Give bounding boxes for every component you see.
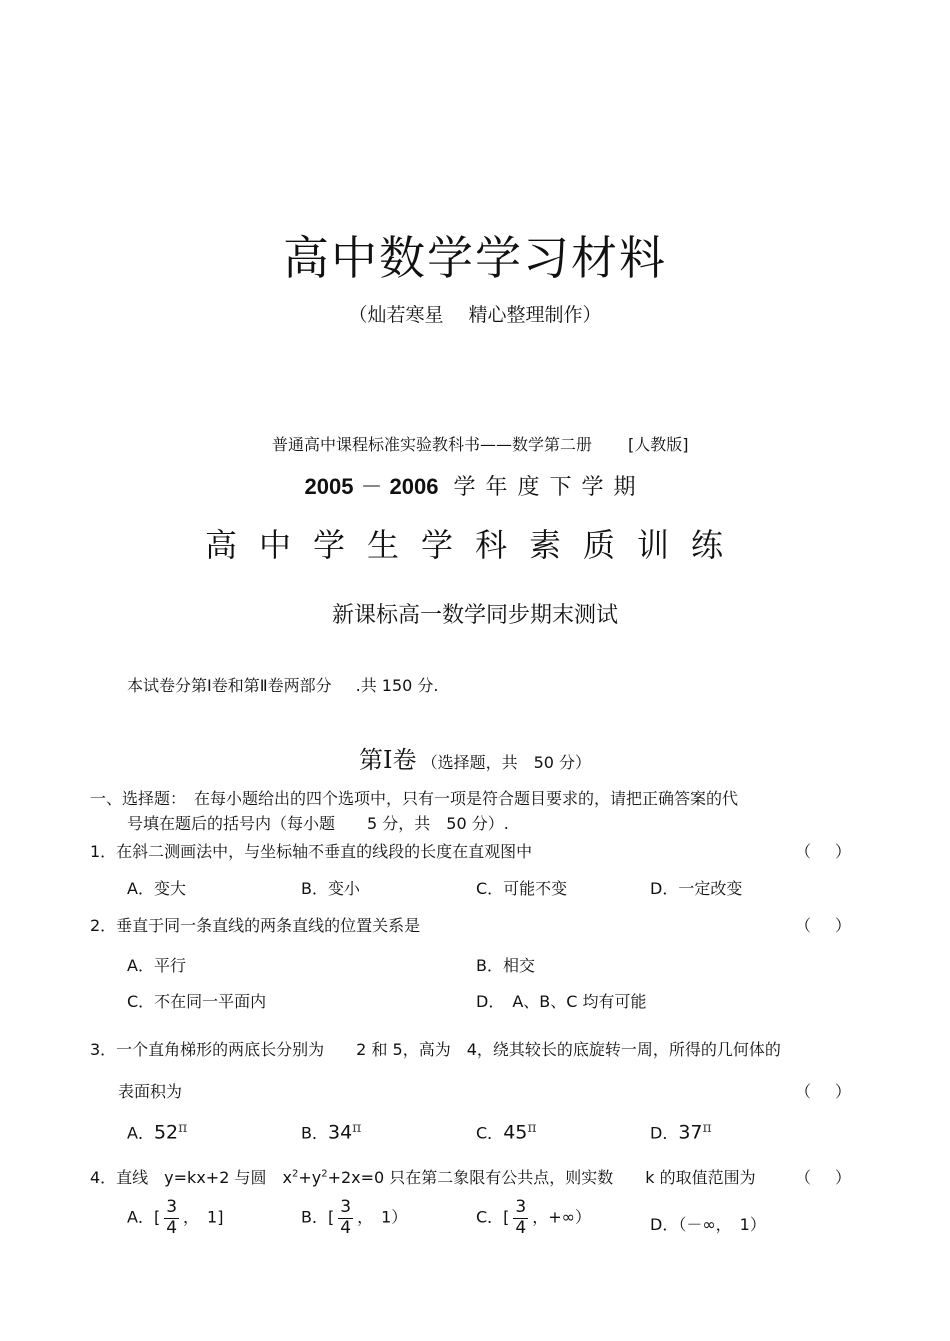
question-4-stem: 4．直线 y=kx+2 与圆 $x^2+y^2+2x=0$ 只在第二象限有公共点，则实数 k 的取值范围为 [90,1168,756,1187]
volume1-note: （选择题，共 50 分） [421,753,592,772]
fraction-three-quarters: $\frac{3}{4}$ [166,1197,178,1238]
question-3-stem-line1: 3．一个直角梯形的两底长分别为 2 和 5，高为 4，绕其较长的底旋转一周，所得的几何体的 [90,1040,781,1059]
q3-option-b: B．34π [301,1120,362,1144]
series-text: 普通高中课程标准实验教科书——数学第二册 [272,435,593,454]
question-2-stem: 2．垂直于同一条直线的两条直线的位置关系是 [90,916,421,935]
pi-symbol: π [527,1120,537,1136]
q1-option-c: C．可能不变 [476,879,568,898]
pi-symbol: π [178,1120,188,1136]
q2-option-a: A．平行 [127,956,186,975]
volume1-title: 第Ⅰ卷 [358,746,417,774]
question-1-stem: 1．在斜二测画法中，与坐标轴不垂直的线段的长度在直观图中 [90,842,533,861]
training-heading: 高中学生学科素质训练 [204,526,745,564]
pi-symbol: π [702,1120,712,1136]
document-subtitle: （灿若寒星 精心整理制作） [348,304,602,326]
q1-option-b: B．变小 [301,879,360,898]
answer-bracket-3: （ ） [795,1082,852,1101]
q4-option-a: A．[ $\frac{3}{4}$ ， 1] [127,1197,224,1238]
year-start: 2005 [304,474,354,499]
edition-label: [人教版] [628,435,689,454]
answer-bracket-2: （ ） [795,916,852,935]
fraction-three-quarters: $\frac{3}{4}$ [515,1197,527,1238]
document-title: 高中数学学习材料 [283,231,667,285]
pi-symbol: π [352,1120,362,1136]
test-name: 新课标高一数学同步期末测试 [331,603,618,628]
q4-option-b: B．[ $\frac{3}{4}$ ， 1） [301,1197,408,1238]
term-label: 学年度下学期 [453,475,646,500]
year-end: 2006 [389,474,439,499]
intro-text [127,673,439,696]
q3-option-a: A．52π [127,1120,188,1144]
section1-instructions-line1: 一、选择题： 在每小题给出的四个选项中，只有一项是符合题目要求的，请把正确答案的代 [90,789,739,808]
q4-option-c: C．[ $\frac{3}{4}$ ，+∞） [476,1197,591,1238]
q2-option-c: C．不在同一平面内 [127,992,267,1011]
question-3-stem-line2: 表面积为 [118,1082,183,1101]
q2-option-b: B．相交 [476,956,535,975]
volume1-heading [0,740,950,775]
q4-option-d: D．（－∞， 1） [650,1215,766,1234]
q1-option-d: D．一定改变 [650,879,743,898]
q3-option-c: C．45π [476,1120,537,1144]
intro-part2: .共 150 分. [355,676,439,695]
series-line [272,432,689,455]
answer-bracket-1: （ ） [795,842,852,861]
school-year [0,470,950,501]
year-dash: － [360,475,383,500]
fraction-three-quarters: $\frac{3}{4}$ [340,1197,352,1238]
q1-option-a: A．变大 [127,879,186,898]
answer-bracket-4: （ ） [795,1168,852,1187]
intro-part1: 本试卷分第Ⅰ卷和第Ⅱ卷两部分 [127,676,332,695]
section1-instructions-line2: 号填在题后的括号内（每小题 5 分，共 50 分）. [127,814,509,833]
q3-option-d: D．37π [650,1120,712,1144]
q2-option-d: D． A、B、C 均有可能 [476,992,647,1011]
